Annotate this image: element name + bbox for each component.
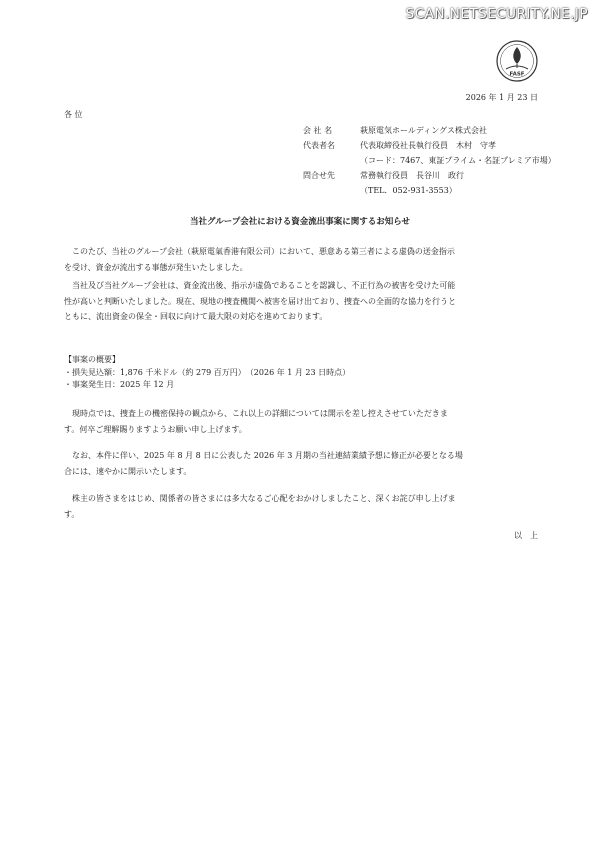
info-label: 問合せ先 xyxy=(303,171,335,180)
paragraph-incident xyxy=(64,244,542,275)
logo-text: FASF xyxy=(509,71,525,78)
summary-heading: 【事案の概要】 xyxy=(64,355,120,364)
contact-row xyxy=(303,168,556,183)
paragraph-forecast xyxy=(64,448,542,479)
info-label: 会 社 名 xyxy=(303,126,333,135)
fasf-logo xyxy=(492,38,542,84)
info-value: 常務執行役員 長谷川 政行 xyxy=(360,171,464,180)
phone-row xyxy=(303,183,556,198)
paragraph-line: 性が高いと判断いたしました。現在、現地の捜査機関へ被害を届け出ており、捜査への全面的な協力を行うと xyxy=(64,296,456,306)
info-label: 代表者名 xyxy=(303,141,335,150)
info-value: （コード：7467、東証プライム・名証プレミア市場） xyxy=(360,156,556,165)
site-watermark: SCAN.NETSECURITY.NE.JP xyxy=(405,6,588,22)
paragraph-line: を受け、資金が流出する事態が発生いたしました。 xyxy=(64,262,248,272)
info-label xyxy=(303,153,360,168)
document-title: 当社グループ会社における資金流出事案に関するお知らせ xyxy=(189,217,411,227)
paragraph-line: す。何卒ご理解賜りますようお願い申し上げます。 xyxy=(64,424,247,434)
stock-code-row xyxy=(303,153,556,168)
closing-mark: 以 上 xyxy=(514,531,538,540)
representative-row xyxy=(303,138,556,153)
company-info xyxy=(303,123,556,198)
info-value: 代表取締役社長執行役員 木村 守孝 xyxy=(360,141,496,150)
document-date: 2026 年 1 月 23 日 xyxy=(465,93,538,102)
paragraph-apology xyxy=(64,491,542,522)
paragraph-line: 現時点では、捜査上の機密保持の観点から、これ以上の詳細については開示を差し控えさせていただきま xyxy=(72,409,448,418)
paragraph-line: ともに、流出資金の保全・回収に向けて最大限の対応を進めております。 xyxy=(64,312,328,321)
paragraph-line: このたび、当社のグループ会社（萩原電氣香港有限公司）において、悪意ある第三者による虚偽の送金指示 xyxy=(72,247,455,256)
info-value: 萩原電気ホールディングス株式会社 xyxy=(360,126,487,135)
paragraph-confidentiality xyxy=(64,406,542,437)
addressee: 各 位 xyxy=(64,110,83,119)
paragraph-line: 合には、速やかに開示いたします。 xyxy=(64,466,192,476)
info-value: （TEL．052-931-3553） xyxy=(360,186,457,195)
paragraph-line: 当社及び当社グループ会社は、資金流出後、指示が虚偽であることを認識し、不正行為の被害を受けた可能 xyxy=(72,281,456,290)
company-name-row xyxy=(303,123,556,138)
summary-occurrence-date: ・事案発生日：2025 年 12 月 xyxy=(64,380,175,389)
paragraph-line: なお、本件に伴い、2025 年 8 月 8 日に公表した 2026 年 3 月期の当社連結業績予想に修正が必要となる場 xyxy=(72,451,463,460)
paragraph-line: す。 xyxy=(64,509,80,519)
incident-summary xyxy=(64,354,350,392)
paragraph-response xyxy=(64,278,542,325)
paragraph-line: 株主の皆さまをはじめ、関係者の皆さまには多大なるご心配をおかけしましたこと、深くお詫び申し上げま xyxy=(72,494,456,503)
summary-loss-amount: ・損失見込額：1,876 千米ドル（約 279 百万円） （2026 年 1 月 23 日時点） xyxy=(64,367,351,377)
info-label xyxy=(303,183,360,198)
